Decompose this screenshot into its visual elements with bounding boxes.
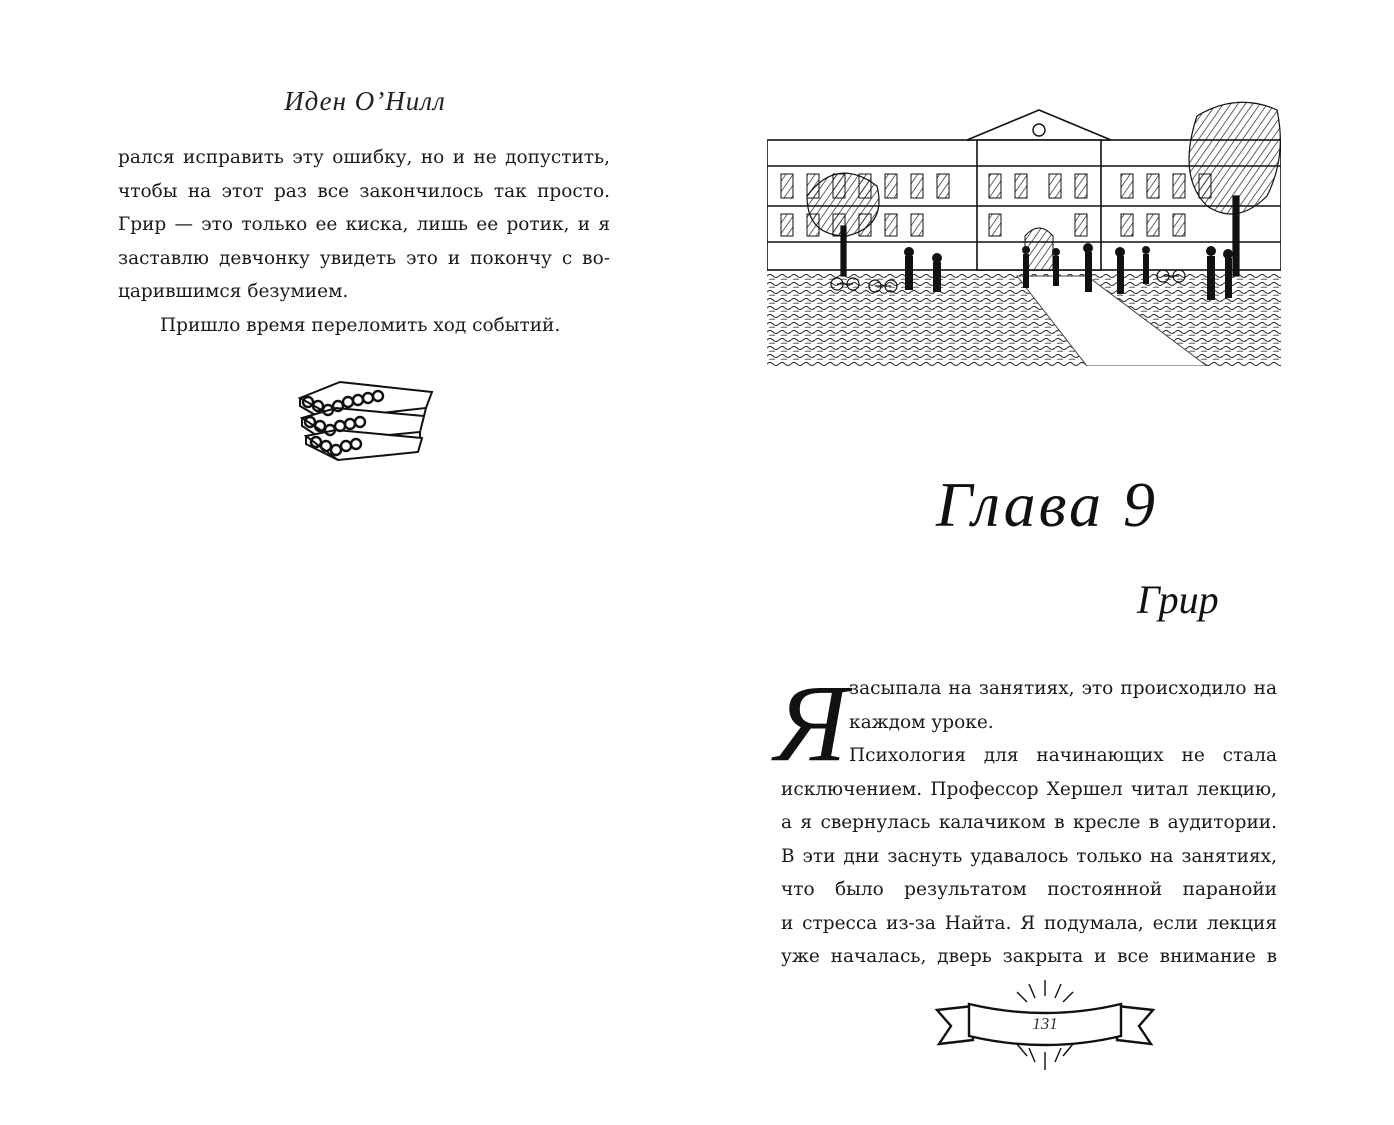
text-line: Грир — это только ее киска, лишь ее ротик, и я	[118, 214, 610, 235]
chapter-pov-name: Грир	[1137, 577, 1219, 622]
text-line: Пришло время переломить ход событий.	[160, 314, 561, 336]
chapter-title: Глава 9	[935, 469, 1159, 540]
text-line: каждом уроке.	[849, 711, 994, 733]
text-line: заставлю девчонку увидеть это и покончу с во-	[118, 247, 610, 269]
text-line: исключением. Профессор Хершел читал лекцию,	[781, 778, 1277, 800]
text-line: засыпала на занятиях, это происходило на	[849, 678, 1277, 699]
text-line: В эти дни заснуть удавалось только на занятиях,	[781, 845, 1277, 867]
page-number: 131	[1032, 1014, 1058, 1033]
stacked-books-icon	[296, 378, 436, 464]
drop-cap: Я	[775, 662, 848, 784]
text-line: царившимся безумием.	[118, 281, 349, 302]
text-line: что было результатом постоянной паранойи	[781, 879, 1277, 900]
university-building-sketch	[767, 96, 1281, 366]
running-header-author: Иден О’Нилл	[284, 86, 446, 116]
text-line: рался исправить эту ошибку, но и не допустить,	[118, 147, 610, 168]
text-line: и стресса из-за Найта. Я подумала, если лекция	[781, 912, 1277, 934]
text-line: а я свернулась калачиком в кресле в аудитории.	[781, 812, 1277, 833]
text-line: чтобы на этот раз все закончилось так просто.	[118, 180, 610, 202]
text-line: Психология для начинающих не стала	[849, 745, 1277, 766]
right-body-text	[781, 672, 1277, 974]
text-line: уже началась, дверь закрыта и все внимание в	[781, 946, 1277, 967]
left-body-text	[118, 141, 610, 342]
right-page	[697, 0, 1394, 1125]
